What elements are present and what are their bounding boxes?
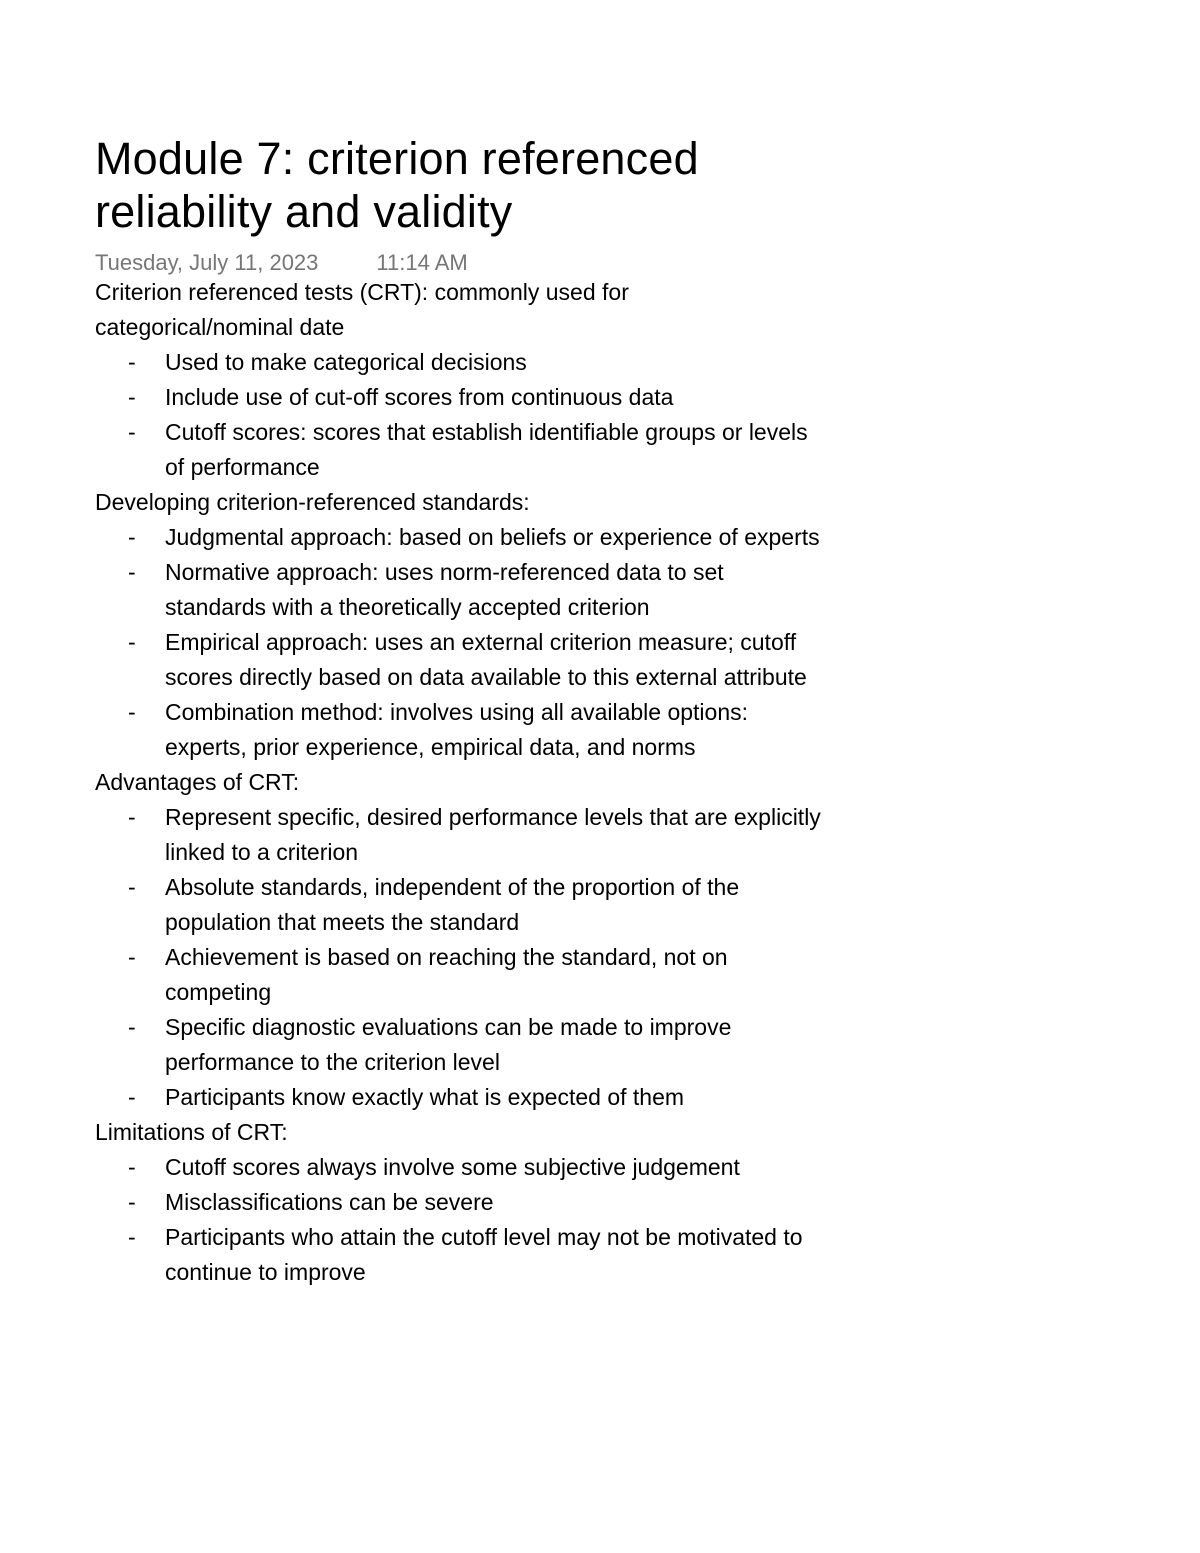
dash-marker: - bbox=[128, 559, 136, 585]
dash-marker: - bbox=[128, 384, 136, 410]
page-timestamp bbox=[95, 251, 825, 275]
bullet-text: Represent specific, desired performance levels that are explicitly linked to a criterion bbox=[165, 804, 821, 865]
dash-marker: - bbox=[128, 699, 136, 725]
dash-marker: - bbox=[128, 944, 136, 970]
bullet-list bbox=[95, 800, 825, 1115]
bullet-text: Judgmental approach: based on beliefs or experience of experts bbox=[165, 524, 820, 550]
page-time: 11:14 AM bbox=[376, 250, 468, 275]
bullet-text: Specific diagnostic evaluations can be made to improve performance to the criterion level bbox=[165, 1014, 732, 1075]
section-heading: Criterion referenced tests (CRT): commonly used for categorical/nominal date bbox=[95, 279, 629, 340]
bullet-item bbox=[95, 415, 825, 485]
bullet-item bbox=[95, 800, 825, 870]
dash-marker: - bbox=[128, 1224, 136, 1250]
dash-marker: - bbox=[128, 1014, 136, 1040]
bullet-item bbox=[95, 1080, 825, 1115]
section-advantages bbox=[95, 765, 825, 1115]
bullet-item bbox=[95, 520, 825, 555]
bullet-text: Participants who attain the cutoff level may not be motivated to continue to improve bbox=[165, 1224, 803, 1285]
section-heading: Limitations of CRT: bbox=[95, 1119, 288, 1145]
bullet-text: Normative approach: uses norm-referenced data to set standards with a theoretically accepted criterion bbox=[165, 559, 724, 620]
page-date: Tuesday, July 11, 2023 bbox=[95, 250, 319, 275]
bullet-item bbox=[95, 1220, 825, 1290]
section-crt bbox=[95, 275, 825, 485]
section-limitations bbox=[95, 1115, 825, 1290]
bullet-item bbox=[95, 625, 825, 695]
bullet-text: Cutoff scores: scores that establish identifiable groups or levels of performance bbox=[165, 419, 808, 480]
dash-marker: - bbox=[128, 1189, 136, 1215]
bullet-item bbox=[95, 695, 825, 765]
dash-marker: - bbox=[128, 804, 136, 830]
bullet-list bbox=[95, 345, 825, 485]
bullet-item bbox=[95, 1185, 825, 1220]
bullet-item bbox=[95, 870, 825, 940]
bullet-item bbox=[95, 1150, 825, 1185]
dash-marker: - bbox=[128, 524, 136, 550]
bullet-list bbox=[95, 1150, 825, 1290]
dash-marker: - bbox=[128, 419, 136, 445]
dash-marker: - bbox=[128, 1154, 136, 1180]
note-page bbox=[95, 132, 825, 1290]
bullet-item bbox=[95, 1010, 825, 1080]
section-heading: Advantages of CRT: bbox=[95, 769, 300, 795]
bullet-text: Include use of cut-off scores from continuous data bbox=[165, 384, 674, 410]
bullet-item bbox=[95, 555, 825, 625]
bullet-text: Achievement is based on reaching the standard, not on competing bbox=[165, 944, 728, 1005]
bullet-text: Participants know exactly what is expected of them bbox=[165, 1084, 685, 1110]
bullet-item bbox=[95, 380, 825, 415]
bullet-text: Used to make categorical decisions bbox=[165, 349, 527, 375]
section-developing-standards bbox=[95, 485, 825, 765]
section-heading: Developing criterion-referenced standards: bbox=[95, 489, 530, 515]
bullet-text: Misclassifications can be severe bbox=[165, 1189, 494, 1215]
dash-marker: - bbox=[128, 1084, 136, 1110]
dash-marker: - bbox=[128, 629, 136, 655]
bullet-item bbox=[95, 345, 825, 380]
bullet-text: Combination method: involves using all available options: experts, prior experience, empirical data, and norms bbox=[165, 699, 749, 760]
page-title: Module 7: criterion referenced reliability and validity bbox=[95, 133, 699, 237]
bullet-item bbox=[95, 940, 825, 1010]
bullet-text: Empirical approach: uses an external criterion measure; cutoff scores directly based on data available to this external attribute bbox=[165, 629, 807, 690]
dash-marker: - bbox=[128, 349, 136, 375]
bullet-text: Absolute standards, independent of the proportion of the population that meets the standard bbox=[165, 874, 740, 935]
dash-marker: - bbox=[128, 874, 136, 900]
bullet-text: Cutoff scores always involve some subjective judgement bbox=[165, 1154, 740, 1180]
bullet-list bbox=[95, 520, 825, 765]
